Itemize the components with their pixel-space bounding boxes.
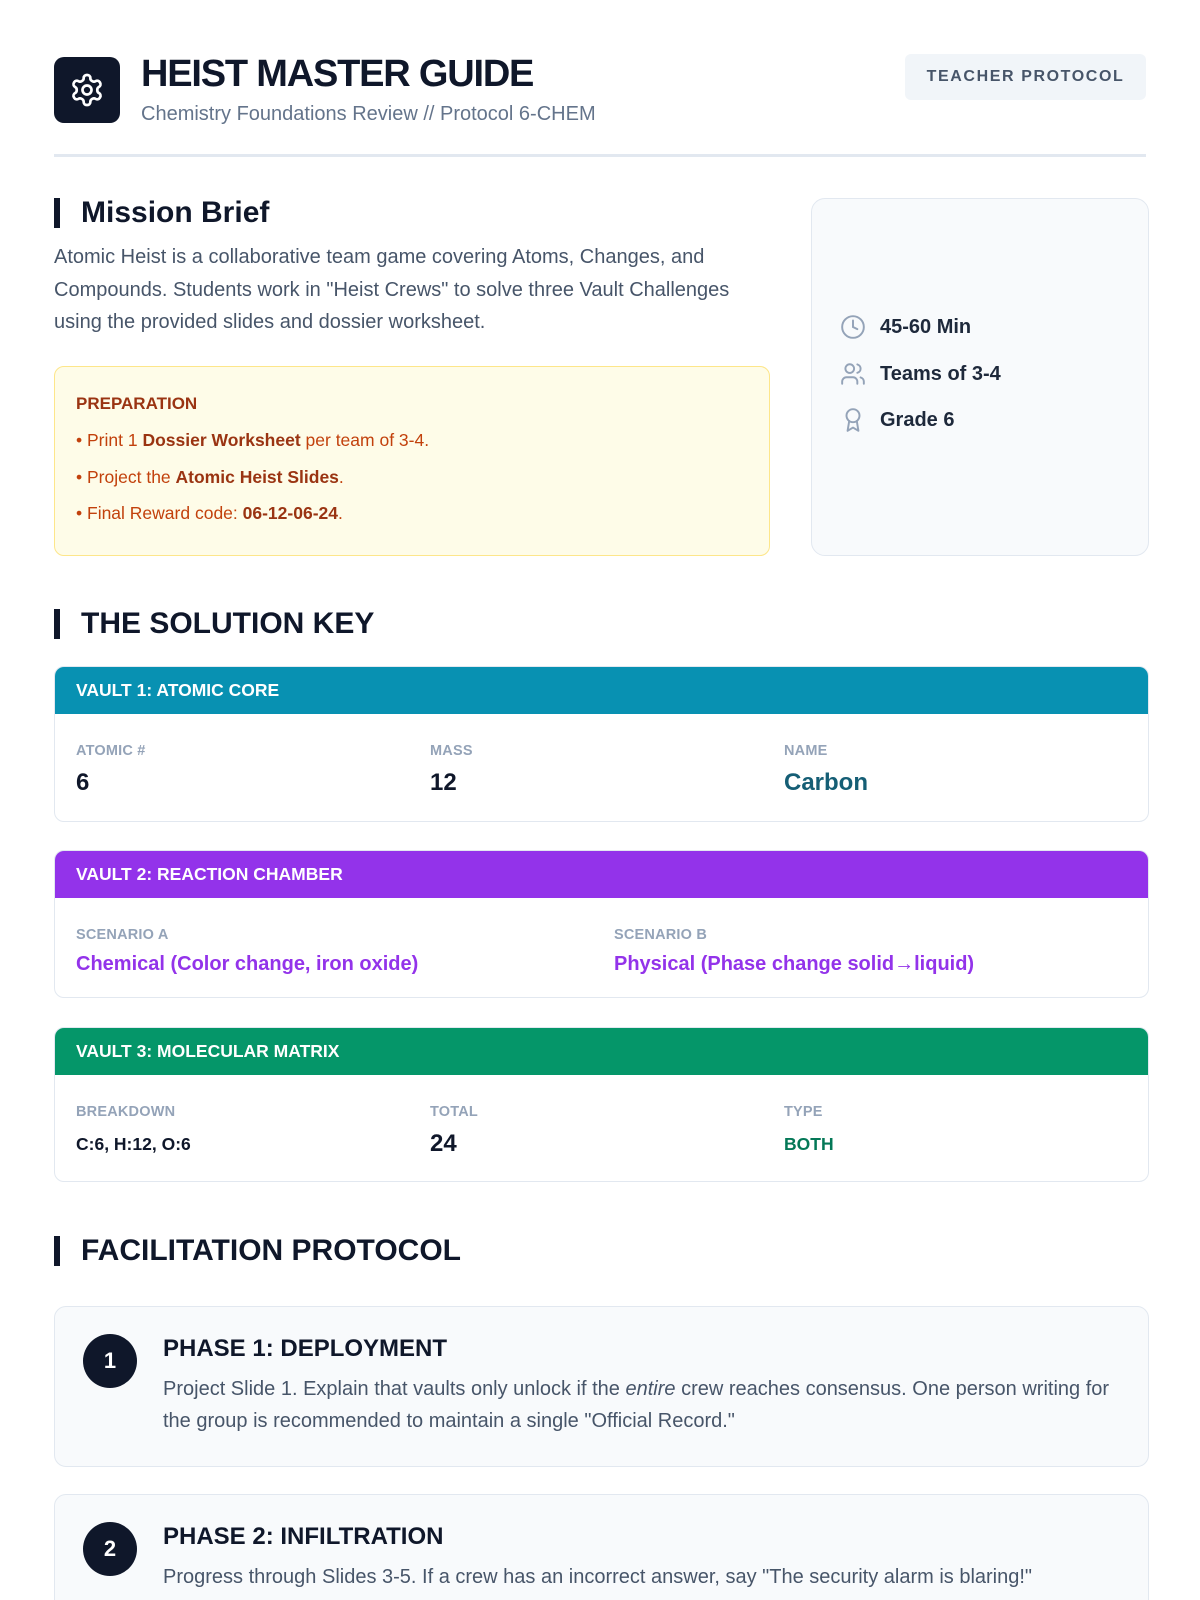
page-title: HEIST MASTER GUIDE — [141, 53, 534, 95]
stat-teams — [840, 361, 1001, 387]
phase-description — [163, 1374, 1123, 1437]
phase-description: Progress through Slides 3-5. If a crew has an incorrect answer, say "The security alarm is blaring!" — [163, 1566, 1033, 1588]
users-icon — [840, 361, 866, 387]
preparation-box — [54, 366, 770, 556]
name-value: Carbon — [784, 769, 868, 796]
breakdown-label: BREAKDOWN — [76, 1104, 176, 1120]
vault-1-atomic — [76, 743, 146, 797]
stat-label: Teams of 3-4 — [880, 362, 1001, 385]
prep-bold: Dossier Worksheet — [142, 430, 301, 450]
vault-1-card — [54, 666, 1149, 822]
vault-3-header: VAULT 3: MOLECULAR MATRIX — [55, 1028, 1148, 1075]
preparation-title: PREPARATION — [76, 394, 198, 413]
award-icon — [840, 407, 866, 433]
prep-text: Project the — [87, 466, 176, 487]
preparation-item: • Final Reward code: 06-12-06-24. — [76, 503, 343, 523]
phase-number-badge: 1 — [83, 1334, 137, 1388]
mass-value: 12 — [430, 769, 457, 796]
total-label: TOTAL — [430, 1104, 478, 1120]
prep-bold: Atomic Heist Slides — [175, 466, 339, 487]
phase-number-badge: 2 — [83, 1522, 137, 1576]
facilitation-title: FACILITATION PROTOCOL — [81, 1234, 461, 1267]
mission-brief-heading — [54, 196, 269, 230]
prep-bold: 06-12-06-24 — [242, 503, 338, 523]
solution-key-heading — [54, 607, 374, 641]
vault-3-card — [54, 1027, 1149, 1182]
heading-bar — [54, 198, 60, 228]
phase-text: Project Slide 1. Explain that vaults only unlock if the — [163, 1378, 626, 1400]
page-subtitle: Chemistry Foundations Review // Protocol 6-CHEM — [141, 103, 596, 125]
stat-label: Grade 6 — [880, 408, 955, 431]
solution-key-title: THE SOLUTION KEY — [81, 607, 375, 640]
vault-2-scenario-b — [614, 927, 974, 976]
atomic-label: ATOMIC # — [76, 743, 146, 759]
preparation-item: • Print 1 Dossier Worksheet per team of 3-4. — [76, 430, 430, 450]
mission-brief-title: Mission Brief — [81, 196, 270, 229]
total-value: 24 — [430, 1130, 457, 1157]
teacher-protocol-badge: TEACHER PROTOCOL — [905, 54, 1146, 100]
prep-text: per team of 3-4. — [300, 430, 430, 450]
vault-2-card — [54, 850, 1149, 998]
type-label: TYPE — [784, 1104, 823, 1120]
stat-label: 45-60 Min — [880, 315, 972, 338]
scenario-b-label: SCENARIO B — [614, 927, 708, 943]
prep-text: . — [338, 503, 343, 523]
atomic-value: 6 — [76, 769, 90, 796]
vault-1-header: VAULT 1: ATOMIC CORE — [55, 667, 1148, 714]
vault-2-scenario-a — [76, 927, 418, 976]
mission-description: Atomic Heist is a collaborative team game covering Atoms, Changes, and Compounds. Students work in "Heist Crews" to solve three Vault Challenges using the provided slides and dossier worksheet. — [54, 246, 730, 333]
scenario-a-value: Chemical (Color change, iron oxide) — [76, 953, 419, 975]
stat-grade — [840, 407, 954, 433]
phase-title: PHASE 1: DEPLOYMENT — [163, 1335, 448, 1362]
vault-1-name — [784, 743, 868, 797]
header — [54, 0, 1146, 157]
scenario-b-value: Physical (Phase change solid→liquid) — [614, 953, 975, 975]
vault-3-total — [430, 1104, 478, 1158]
stats-card — [811, 198, 1149, 556]
vault-3-type — [784, 1104, 834, 1155]
phase-2-card — [54, 1494, 1149, 1600]
phase-title: PHASE 2: INFILTRATION — [163, 1523, 444, 1550]
vault-2-header: VAULT 2: REACTION CHAMBER — [55, 851, 1148, 898]
mass-label: MASS — [430, 743, 473, 759]
stat-duration — [840, 314, 971, 340]
preparation-item: • Project the Atomic Heist Slides. — [76, 466, 344, 487]
vault-3-breakdown — [76, 1104, 191, 1155]
gear-icon — [54, 57, 120, 123]
prep-text: . — [338, 466, 344, 487]
phase-emphasis: entire — [625, 1378, 676, 1400]
clock-icon — [840, 314, 866, 340]
facilitation-heading — [54, 1234, 461, 1268]
heading-bar — [54, 609, 60, 639]
scenario-a-label: SCENARIO A — [76, 927, 169, 943]
name-label: NAME — [784, 743, 828, 759]
phase-1-card — [54, 1306, 1149, 1467]
breakdown-value: C:6, H:12, O:6 — [76, 1134, 191, 1154]
type-value: BOTH — [784, 1134, 834, 1154]
prep-text: Final Reward code: — [87, 503, 243, 523]
phase-text: crew reaches consensus. One person writing for the group is recommended to maintain a single "Official Record." — [163, 1378, 1110, 1432]
vault-1-mass — [430, 743, 473, 797]
prep-text: Print 1 — [87, 430, 143, 450]
heading-bar — [54, 1236, 60, 1266]
